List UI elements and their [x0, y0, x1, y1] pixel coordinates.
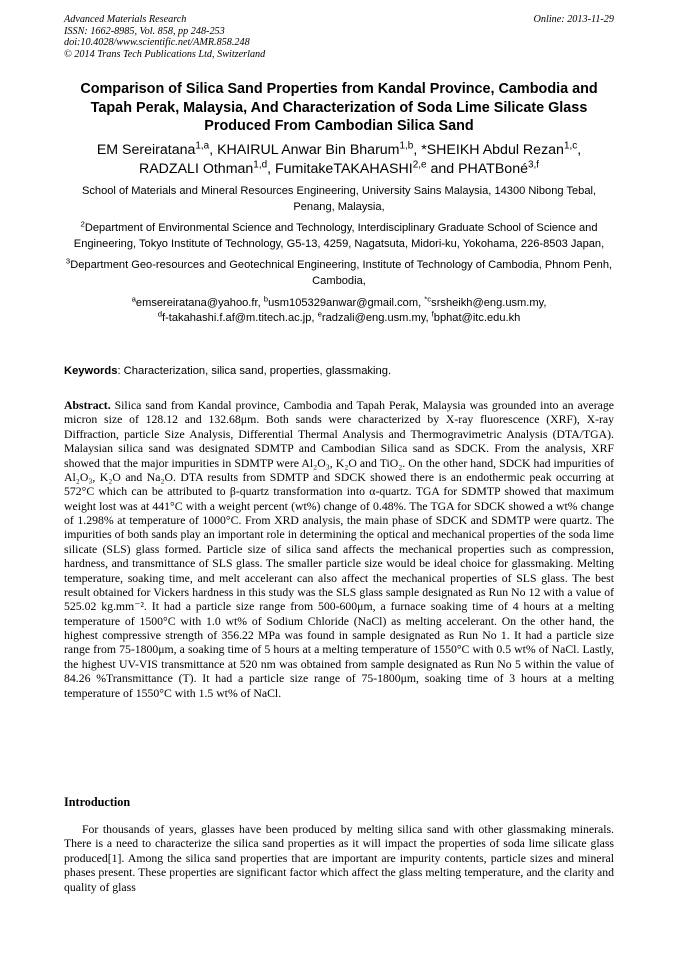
- email[interactable]: $^e$radzali@eng.usm.my: [317, 309, 426, 325]
- abstract: [64, 399, 614, 701]
- doi-line[interactable]: doi:10.4028/www.scientific.net/AMR.858.248: [64, 37, 250, 49]
- affiliation: School of Materials and Mineral Resources Engineering, University Sains Malaysia, 14300 Nibong Tebal, Penang, Malaysia,: [81, 185, 597, 213]
- email[interactable]: $^d$f-takahashi.f.af@m.titech.ac.jp: [157, 309, 312, 325]
- keywords: [64, 364, 614, 378]
- paper-title: Comparison of Silica Sand Properties from Kandal Province, Cambodia and Tapah Perak, Malaysia, And Characterization of Soda Lime Silicate Glass Produced From Cambodian Silica Sand: [80, 81, 598, 134]
- author-list: [58, 141, 620, 179]
- author: RADZALI Othman$^{1,d}$,: [138, 159, 275, 177]
- author: KHAIRUL Anwar Bin Bharum$^{1,b}$,: [217, 140, 422, 158]
- online-date: Online: 2013-11-29: [533, 14, 614, 25]
- section-heading-introduction: Introduction: [64, 795, 131, 809]
- affiliation: $^2$Department of Environmental Science and Technology, Interdisciplinary Graduate School of Science and Engineering, Tokyo Institute of Technology, G5-13, 4259, Nagatsuta, Midori-ku, Yokohama, 226-8503 Japan,: [73, 219, 605, 250]
- email[interactable]: $^f$bphat@itc.edu.kh: [431, 309, 521, 325]
- email[interactable]: $^a$emsereiratana@yahoo.fr: [131, 293, 258, 309]
- email[interactable]: $^b$usm105329anwar@gmail.com: [263, 293, 419, 309]
- keywords-label: Keywords: [64, 365, 118, 377]
- author: PHATBoné$^{3,f}$: [458, 159, 540, 177]
- email[interactable]: $^{*c}$srsheikh@eng.usm.my: [424, 293, 544, 309]
- affiliations: [60, 184, 618, 333]
- author: EM Sereiratana$^{1,a}$,: [96, 140, 218, 158]
- journal-name: Advanced Materials Research: [64, 14, 187, 25]
- issn-line: ISSN: 1662-8985, Vol. 858, pp 248-253: [64, 25, 225, 37]
- copyright-line: © 2014 Trans Tech Publications Ltd, Switzerland: [64, 48, 266, 60]
- author: FumitakeTAKAHASHI$^{2,e}$ and: [274, 159, 459, 177]
- introduction-text: For thousands of years, glasses have been produced by melting silica sand with other glassmaking minerals. There is a need to characterize the silica sand properties as it will impact the properties of soda lime silicate glass produced[1]. Among the silica sand properties that are important are impurity contents, particle sizes and mineral phases present. These properties are significant factor which affect the glass melting temperature, and the clarity and quality of glass: [64, 823, 614, 894]
- email-list: $^a$emsereiratana@yahoo.fr, $^b$usm105329anwar@gmail.com, $^{*c}$srsheikh@eng.usm.my, $^d$f-takahashi.f.af@m.titech.ac.jp, $^e$radzali@eng.usm.my, $^f$bphat@itc.edu.kh: [131, 293, 547, 325]
- abstract-label: Abstract.: [64, 399, 111, 412]
- keywords-text: : Characterization, silica sand, properties, glassmaking.: [117, 365, 392, 377]
- abstract-text: Silica sand from Kandal province, Cambodia and Tapah Perak, Malaysia was grounded into an average micron size of 128.12 and 132.68μm. Both sands were characterized by X-ray fluorescence (XRF), X-ray Diffraction, particle Size Analysis, Differential Thermal Analysis and Thermogravimetric Analysis (DTA/TGA). Malaysian silica sand was designated SDMTP and Cambodian Silica sand as SDCK. From the analysis, XRF showed that the major impurities in SDMTP were Al₂O₃, K₂O and TiO₂. On the other hand, SDCK had impurities of Al₂O₃, K₂O and Na₂O. DTA results from SDMTP and SDCK showed there is an endothermic peak occurring at 572°C which can be attributed to β-quartz transformation into α-quartz. TGA for SDMTP showed that maximum weight lost was at 441°C with a weight percent (wt%) change of 0.48%. The TGA for SDCK showed a wt% change of 1.298% at temperature of 1000°C. From XRD analysis, the main phase of SDCK and SDMTP were quartz. The impurities of both sands play an important role in determining the optical and mechanical properties of the soda lime silicate (SLS) glass formed. Particle size of silica sand affects the mechanical properties such as compression, hardness, and transmittance of SLS glass. The smaller particle size would be ideal choice for glassmaking. Melting temperature, soaking time, and melt accelerant can also affect the mechanical properties of SLS glass. The best result obtained for Vickers hardness in this study was the SLS glass sample designated as Run No 12 with a value of 525.02 kg.mm⁻². It had a particle size range from 500-600μm, a furnace soaking time of 4 hours at a melting temperature of 1500°C with 1.0 wt% of Sodium Chloride (NaCl) as melting accelerant. On the other hand, the highest compressive strength of 356.22 MPa was found in sample designated as Run No 1. It had a particle size range from 75-1800μm, a soaking time of 5 hours at a melting temperature of 1550°C with 0.5 wt% of NaCl. Lastly, the highest UV-VIS transmittance at 520 nm was obtained from sample designated as Run No 5 within the value of 84.26 %Transmittance (T). It had a particle size range of 75-1800μm, soaking time of 3 hours at a melting temperature of 1550°C with 1.5 wt% of NaCl.: [64, 399, 614, 700]
- journal-header: [64, 14, 614, 60]
- author: *SHEIKH Abdul Rezan$^{1,c}$,: [421, 140, 582, 158]
- affiliation: $^3$Department Geo-resources and Geotechnical Engineering, Institute of Technology of Cambodia, Phnom Penh, Cambodia,: [65, 256, 613, 287]
